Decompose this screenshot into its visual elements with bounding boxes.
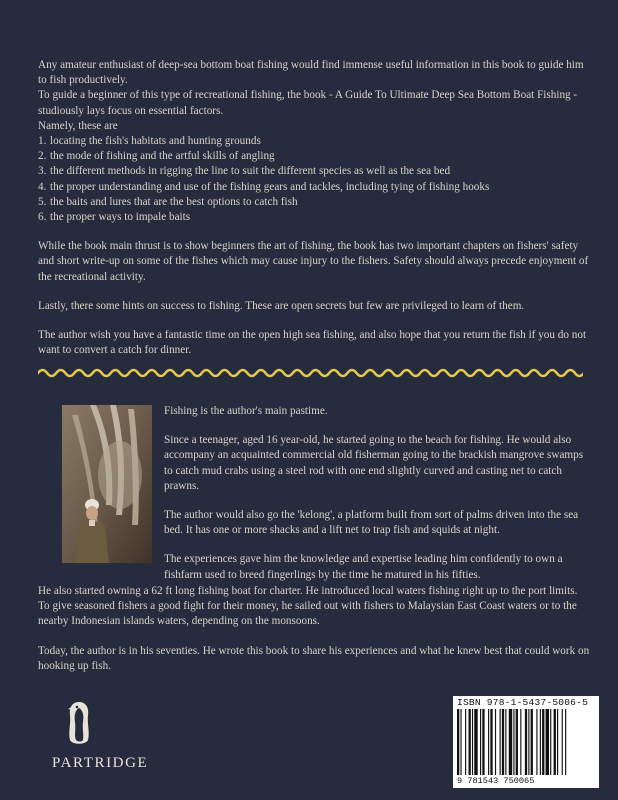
list-item bbox=[38, 195, 590, 210]
wave-divider bbox=[38, 366, 583, 380]
barcode-bar bbox=[542, 709, 544, 775]
barcode-bar bbox=[502, 709, 504, 775]
book-blurb bbox=[38, 58, 590, 358]
list-text: the mode of fishing and the artful skills of angling bbox=[50, 150, 275, 163]
barcode-bar bbox=[460, 709, 461, 775]
barcode-bar bbox=[562, 709, 563, 775]
list-text: locating the fish's habitats and hunting grounds bbox=[50, 135, 261, 148]
bio-paragraph: Since a teenager, aged 16 year-old, he started going to the beach for fishing. He would also accompany an acquainted commercial old fisherman going to the brackish mangrove swamps to catch mud crabs using a steel rod with one end slightly curved and casting net to catch prawns. bbox=[164, 434, 584, 492]
bio-paragraph: The experiences gave him the knowledge and expertise leading him confidently to own a fishfarm used to breed fingerlings by the time he matured in his fifties. bbox=[164, 553, 563, 581]
list-text: the different methods in rigging the line to suit the different species as well as the sea bed bbox=[50, 165, 451, 178]
list-text: the proper understanding and use of the fishing gears and tackles, including tying of fishing hooks bbox=[50, 180, 490, 193]
list-item bbox=[38, 134, 590, 149]
barcode-bar bbox=[482, 709, 484, 775]
barcode-bar bbox=[536, 709, 537, 775]
list-number: 2. bbox=[38, 150, 47, 163]
barcode-bar bbox=[546, 709, 549, 775]
barcode-bar bbox=[500, 709, 501, 775]
barcode-bar bbox=[554, 709, 556, 775]
list-text: the proper ways to impale baits bbox=[50, 211, 191, 224]
barcode-bar bbox=[472, 709, 473, 775]
blurb-hints: Lastly, there some hints on success to fishing. These are open secrets but few are privileged to learn of them. bbox=[38, 299, 525, 312]
barcode-bar bbox=[509, 709, 512, 775]
list-number: 1. bbox=[38, 135, 47, 148]
bio-paragraph: Today, the author is in his seventies. He wrote this book to share his experiences and what he knew best that could work on hooking up fish. bbox=[38, 644, 590, 672]
barcode-bar bbox=[457, 709, 459, 775]
barcode-bar bbox=[490, 709, 492, 775]
barcode-bar bbox=[513, 709, 514, 775]
list-item bbox=[38, 149, 590, 164]
barcode-bar bbox=[488, 709, 489, 775]
blurb-namely: Namely, these are bbox=[38, 119, 118, 132]
list-item bbox=[38, 180, 590, 195]
bio-paragraph: The author would also go the 'kelong', a platform built from sort of palms driven into the sea bed. It has one or more shacks and a lift net to trap fish and squids at night. bbox=[164, 509, 579, 537]
blurb-guide: To guide a beginner of this type of recreational fishing, the book - A Guide To Ultimate Deep Sea Bottom Boat Fishing - studiously lays focus on essential factors. bbox=[38, 89, 578, 117]
list-item bbox=[38, 210, 590, 225]
barcode-digits: 9 781543 750065 bbox=[457, 776, 535, 786]
list-number: 5. bbox=[38, 195, 47, 208]
barcode-bar bbox=[480, 709, 481, 775]
publisher-logo bbox=[52, 700, 152, 776]
blurb-safety: While the book main thrust is to show beginners the art of fishing, the book has two important chapters on fishers' safety and short write-up on some of the fishes which may cause injury to the fishers. Safety should always precede enjoyment of the recreational activity. bbox=[38, 240, 589, 283]
barcode-bars bbox=[457, 709, 595, 775]
barcode-bar bbox=[516, 709, 518, 775]
list-text: the baits and lures that are the best options to catch fish bbox=[50, 195, 298, 208]
barcode-bar bbox=[495, 709, 496, 775]
barcode-bar bbox=[469, 709, 471, 775]
barcode-bar bbox=[557, 709, 558, 775]
bio-paragraph: He also started owning a 62 ft long fishing boat for charter. He introduced local waters fishing right up to the port limits. To give seasoned fishers a good fight for their money, he sailed out with fishers to Malaysian East Coast waters or to the nearby Indonesian islands waters, depending on the monsoons. bbox=[38, 585, 578, 628]
list-number: 6. bbox=[38, 211, 47, 224]
author-bio-side bbox=[164, 404, 584, 583]
publisher-name: PARTRIDGE bbox=[52, 755, 149, 771]
barcode-bar bbox=[528, 709, 529, 775]
barcode-bar bbox=[465, 709, 466, 775]
author-photo bbox=[62, 405, 152, 563]
barcode-bar bbox=[550, 709, 551, 775]
barcode-bar bbox=[540, 709, 541, 775]
barcode-bar bbox=[505, 709, 506, 775]
isbn-number: ISBN 978-1-5437-5006-5 bbox=[457, 697, 589, 708]
list-number: 3. bbox=[38, 165, 47, 178]
barcode-bar bbox=[565, 709, 566, 775]
blurb-wish: The author wish you have a fantastic time on the open high sea fishing, and also hope that you return the fish if you do not want to convert a catch for dinner. bbox=[38, 329, 587, 357]
barcode-bar bbox=[531, 709, 533, 775]
barcode-bar bbox=[525, 709, 527, 775]
barcode-bar bbox=[474, 709, 477, 775]
author-bio-full bbox=[38, 584, 590, 674]
penguin-logo-icon bbox=[66, 700, 92, 746]
bio-paragraph: Fishing is the author's main pastime. bbox=[164, 405, 328, 417]
blurb-intro: Any amateur enthusiast of deep-sea bottom boat fishing would find immense useful information in this book to guide him to fish productively. bbox=[38, 59, 584, 87]
isbn-barcode bbox=[453, 696, 599, 788]
barcode-bar bbox=[520, 709, 521, 775]
list-number: 4. bbox=[38, 180, 47, 193]
essential-factors-list bbox=[38, 134, 590, 225]
list-item bbox=[38, 164, 590, 179]
